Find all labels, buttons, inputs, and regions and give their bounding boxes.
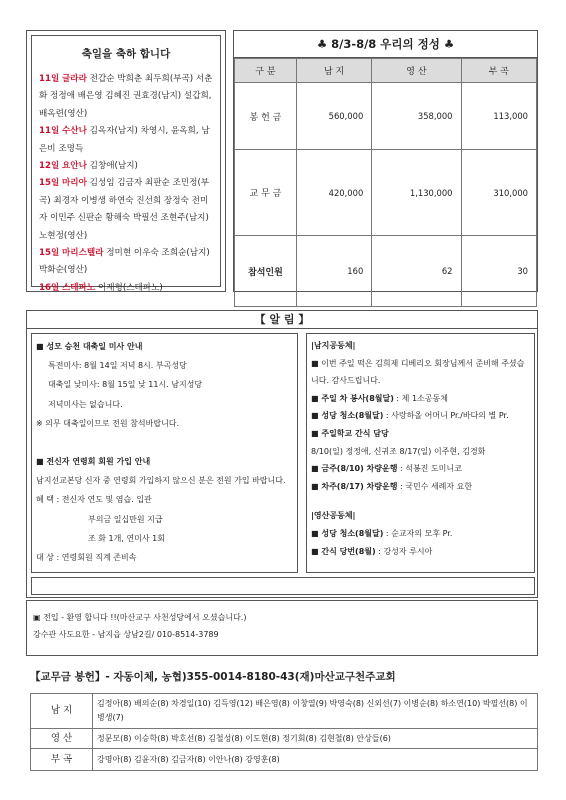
value-bugok: 310,000: [461, 150, 536, 236]
mass-notice-line: 저녁미사는 없습니다.: [48, 399, 123, 409]
spacer: [311, 495, 530, 507]
value-yeongsan: 358,000: [372, 83, 461, 150]
dues-names: 김정아(8) 배의순(8) 차경일(10) 김득영(12) 배은영(8) 이창열(9) 박영숙(8) 신외선(7) 이병순(8) 하소연(10) 박필선(8) 이병생(7): [93, 694, 538, 729]
feast-saint: 요안나: [62, 161, 87, 172]
funeral-society-line: 조 화 1개, 연미사 1회: [88, 533, 165, 543]
namji-notice-item: ■ 성당 청소(8월달) : 사랑하올 어머니 Pr./바다의 별 Pr.: [311, 411, 509, 421]
value-yeongsan: 1,130,000: [372, 150, 461, 236]
namji-notice-item: ■ 금주(8/10) 차량운행 : 석봉진 도미니코: [311, 464, 462, 474]
notice-title: 【 알 림 】: [27, 311, 537, 329]
header-category: 구 분: [235, 59, 297, 83]
feast-names: 김옥자(남지) 차영시, 윤옥희, 남은비 조명득: [39, 126, 210, 154]
feast-names: 정미현 이우숙 조희순(남지) 박화순(영산): [39, 248, 210, 276]
notice-bottom-strip: [31, 577, 535, 595]
dues-row: [31, 729, 538, 749]
dues-row: [31, 694, 538, 729]
value-yeongsan: 62: [372, 236, 461, 307]
offering-stats-box: [233, 30, 538, 292]
namji-notice-item: ■ 주일 차 봉사(8월달) : 제 1소공동체: [311, 393, 448, 403]
feast-names: 김성임 김금자 최판순 조민정(부곡) 최경자 이병생 하연숙 진선희 장정숙 전미자 이민주 신판순 황해숙 박필선 조현주(남지) 노현정(영산): [39, 178, 210, 241]
feast-entry: [39, 245, 213, 280]
welcome-box: [26, 600, 538, 656]
header-namji: 남 지: [296, 59, 371, 83]
funeral-society-line: 부의금 일십만원 지급: [88, 514, 163, 524]
dues-names: 강명아(8) 김윤자(8) 김금자(8) 이안나(8) 강영훈(8): [93, 749, 538, 771]
value-bugok: 113,000: [461, 83, 536, 150]
mass-notice-note: ※ 의무 대축일이므로 전원 참석바랍니다.: [36, 418, 180, 428]
namji-notice-item: ■ 이번 주일 떡은 김희제 디베리오 회장님께서 준비해 주셨습니다. 감사드립니다.: [311, 358, 525, 386]
yeongsan-notice-item: ■ 간식 당번(8월) : 강성자 루시아: [311, 546, 433, 556]
header-bugok: 부 곡: [461, 59, 536, 83]
dues-row-label: 부 곡: [31, 749, 93, 771]
dues-row: [31, 749, 538, 771]
dues-title: 【교무금 봉헌】- 자동이체, 농협)355-0014-8180-43(재)마산교구천주교회: [30, 671, 396, 683]
feast-names: 전갑순 박희춘 최두희(부곡) 서춘화 정정애 배은영 김혜진 권효경(남지) 설갑희, 배옥련(영산): [39, 74, 213, 119]
yeongsan-community-heading: |영산공동체|: [311, 511, 356, 521]
welcome-line: ▣ 전입 - 환영 합니다 !!(마산교구 사천성당에서 오셨습니다.): [33, 613, 247, 622]
value-bugok: 30: [461, 236, 536, 307]
dues-names: 정문모(8) 이승학(8) 박호선(8) 김철성(8) 이도현(8) 정기회(8) 김현철(8) 안상들(6): [93, 729, 538, 749]
stats-row-attendance: [235, 236, 537, 307]
feast-day: 15일: [39, 248, 60, 259]
feast-entry: [39, 175, 213, 245]
yeongsan-notice-item: ■ 성당 청소(8월달) : 순교자의 모후 Pr.: [311, 528, 453, 538]
row-label: 참석인원: [235, 236, 297, 307]
stats-table: [234, 58, 537, 307]
feast-entry: [39, 71, 213, 123]
feast-saint: 마리아: [62, 178, 87, 189]
notice-right-panel: [306, 333, 535, 573]
header-yeongsan: 영 산: [372, 59, 461, 83]
feast-day: 12일: [39, 161, 60, 172]
feast-day: 15일: [39, 178, 60, 189]
spacer: [36, 433, 293, 452]
feast-entry: [39, 123, 213, 158]
row-label: 교 무 금: [235, 150, 297, 236]
funeral-society-line: 남지선교본당 신자 중 연령회 가입하지 않으신 분은 전원 가입 바랍니다.: [36, 476, 286, 486]
funeral-society-line: 혜 택 : 전신자 연도 및 염습. 입관: [36, 495, 152, 505]
namji-notice-line: 8/10(일) 정정애, 신귀조 8/17(일) 이주현, 김경화: [311, 446, 486, 456]
namji-notice-item: ■ 차주(8/17) 차량운행 : 국민수 세례자 요한: [311, 481, 473, 491]
funeral-society-title: ■ 전신자 연령회 회원 가입 안내: [36, 457, 151, 467]
row-label: 봉 헌 금: [235, 83, 297, 150]
value-namji: 420,000: [296, 150, 371, 236]
funeral-society-line: 대 상 : 연령회원 직계 존비속: [36, 553, 137, 563]
feast-names: 이재형(스테파노): [97, 282, 163, 293]
mass-notice-line: 특전미사: 8월 14일 저녁 8시. 부곡성당: [48, 361, 187, 371]
feast-day-title: 축일을 축하 합니다: [81, 48, 171, 60]
stats-title: ♣ 8/3-8/8 우리의 정성 ♣: [234, 31, 537, 58]
mass-notice-title: ■ 성모 승천 대축일 미사 안내: [36, 342, 143, 351]
welcome-contact: 강수관 사도요한 - 남지읍 상남2길/ 010-8514-3789: [33, 630, 219, 639]
feast-saint: 글라라: [62, 74, 87, 84]
feast-day: 11일: [39, 74, 60, 84]
notice-left-panel: [31, 333, 298, 573]
value-namji: 160: [296, 236, 371, 307]
dues-row-label: 영 산: [31, 729, 93, 749]
stats-row-dues: [235, 150, 537, 236]
feast-saint: 마리스텔라: [62, 248, 104, 259]
mass-notice-line: 대축일 낮미사: 8월 15일 낮 11시. 남지성당: [48, 380, 203, 390]
notice-box: [26, 310, 538, 598]
feast-saint: 수산나: [62, 126, 87, 137]
feast-entry: [39, 280, 213, 297]
feast-day-inner: [31, 35, 221, 293]
feast-names: 김창애(남지): [89, 161, 138, 172]
feast-day: 16일: [39, 282, 60, 293]
stats-header-row: [235, 59, 537, 83]
value-namji: 560,000: [296, 83, 371, 150]
feast-saint: 스테파노: [62, 282, 96, 293]
dues-table: [30, 693, 538, 771]
namji-notice-item: ■ 주일학교 간식 담당: [311, 428, 389, 438]
stats-row-offering: [235, 83, 537, 150]
namji-community-heading: |남지공동체|: [311, 341, 356, 350]
feast-day-box: [26, 30, 226, 292]
dues-row-label: 남 지: [31, 694, 93, 729]
feast-entry: [39, 158, 213, 175]
feast-day: 11일: [39, 126, 60, 137]
